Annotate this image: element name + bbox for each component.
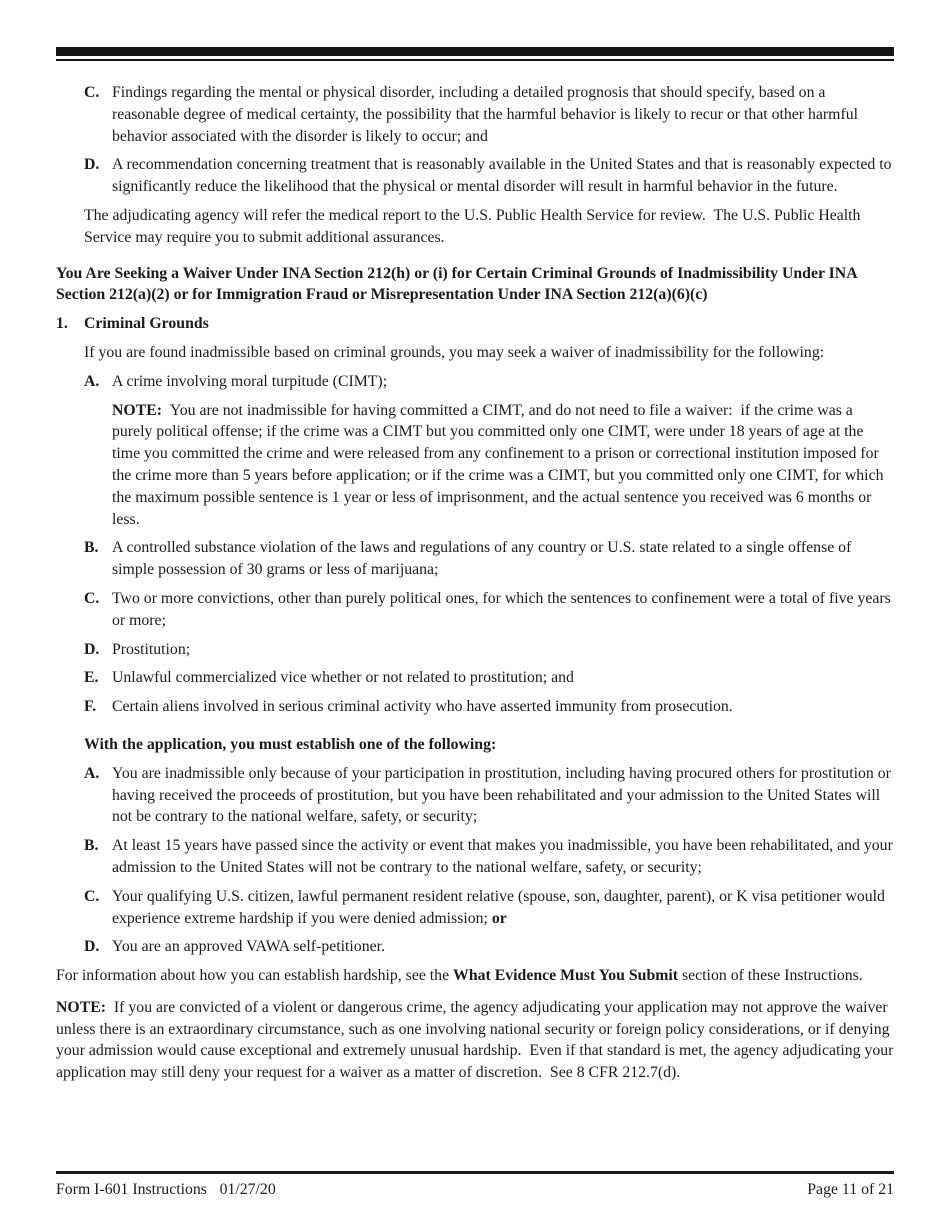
item-text: A controlled substance violation of the laws and regulations of any country or U.S. state related to a single offense of simple possession of 30 grams or less of marijuana; <box>112 539 856 579</box>
item-text: Unlawful commercialized vice whether or not related to prostitution; and <box>112 669 574 687</box>
item-text: Prostitution; <box>112 640 191 658</box>
item-number: 1. <box>56 315 68 333</box>
note-text: You are not inadmissible for having committed a CIMT, and do not need to file a waiver: if the crime was a purely political offense; if the crime was a CIMT but you committed only one CIMT, were under 18 years of age at the time you committed the crime and were released from any confinement to a prison or correctional institution imposed for the crime more than 5 years before application; or if the crime was a CIMT, but you committed only one CIMT, for which the maximum possible sentence is 1 year or less of imprisonment, and the actual sentence you received was 6 months or less. <box>112 401 888 528</box>
top-rule-thin <box>56 59 894 61</box>
medical-findings-item <box>84 82 894 147</box>
establish-item-c <box>84 886 894 930</box>
item-text: Certain aliens involved in serious criminal activity who have asserted immunity from prosecution. <box>112 698 733 716</box>
cimt-note <box>112 400 894 531</box>
item-bold-suffix: or <box>491 909 507 927</box>
section-heading: You Are Seeking a Waiver Under INA Section 212(h) or (i) for Certain Criminal Grounds of Inadmissibility Under INA Section 212(a)(2) or for Immigration Fraud or Misrepresentation Under INA Section 212(a)(6)(c) <box>56 264 861 304</box>
note-label: NOTE: <box>112 401 163 419</box>
heading-text: Criminal Grounds <box>84 315 209 333</box>
item-letter: D. <box>84 156 100 174</box>
item-letter: F. <box>84 698 97 716</box>
item-letter: C. <box>84 887 100 905</box>
item-letter: B. <box>84 837 99 855</box>
page-content <box>56 82 898 1091</box>
establish-item-a <box>84 763 894 828</box>
item-text: A recommendation concerning treatment that is reasonably available in the United States and that is reasonably expected to significantly reduce the likelihood that the physical or mental disorder will result in harmful behavior in the future. <box>112 156 896 196</box>
establish-item-b <box>84 835 897 879</box>
note-label: NOTE: <box>56 998 107 1016</box>
item-text: Two or more convictions, other than purely political ones, for which the sentences to confinement were a total of five years or more; <box>112 589 895 629</box>
item-text: You are inadmissible only because of your participation in prostitution, including having procured others for prostitution or having received the proceeds of prostitution, but you have been rehabilitated and your admission to the United States will not be contrary to the national welfare, safety, or security; <box>112 764 895 826</box>
page-footer <box>56 1171 894 1201</box>
establish-item-d <box>84 936 894 958</box>
item-letter: C. <box>84 84 100 101</box>
criminal-item-a <box>84 371 894 393</box>
criminal-item-d <box>84 639 894 661</box>
medical-referral-paragraph: The adjudicating agency will refer the medical report to the U.S. Public Health Service for review. The U.S. Public Health Service may require you to submit additional assurances. <box>84 206 865 246</box>
item-letter: A. <box>84 764 100 782</box>
item-text: Findings regarding the mental or physical disorder, including a detailed prognosis that should specify, based on a reasonable degree of medical certainty, the possibility that the harmful behavior is likely to recur or that other harmful behavior associated with the disorder is likely to occur; and <box>112 84 862 145</box>
top-rule-thick <box>56 47 894 56</box>
footer-form-id: Form I-601 Instructions 01/27/20 <box>56 1181 276 1198</box>
item-letter: C. <box>84 589 100 607</box>
item-text: A crime involving moral turpitude (CIMT); <box>112 372 388 390</box>
footer-edition-date: 01/27/20 <box>219 1181 276 1198</box>
hardship-info-paragraph: For information about how you can establish hardship, see the What Evidence Must You Submit section of these Instructions. <box>56 967 863 985</box>
medical-recommendation-item <box>84 154 894 198</box>
criminal-item-b <box>84 537 894 581</box>
criminal-grounds-intro: If you are found inadmissible based on criminal grounds, you may seek a waiver of inadmissibility for the following: <box>84 343 825 361</box>
item-text: Your qualifying U.S. citizen, lawful permanent resident relative (spouse, son, daughter, parent), or K visa petitioner would experience extreme hardship if you were denied admission; <box>112 887 889 927</box>
footer-page-number: Page 11 of 21 <box>807 1181 894 1198</box>
item-text: At least 15 years have passed since the activity or event that makes you inadmissible, you have been rehabilitated, and your admission to the United States will not be contrary to the national welfare, safety, or security; <box>112 837 897 876</box>
hardship-info-bold: What Evidence Must You Submit <box>453 967 679 985</box>
violent-crime-note <box>56 997 898 1084</box>
item-letter: A. <box>84 372 100 390</box>
item-letter: B. <box>84 539 99 557</box>
criminal-item-f <box>84 696 894 718</box>
note-text: If you are convicted of a violent or dangerous crime, the agency adjudicating your application may not approve the waiver unless there is an extraordinary circumstance, such as one involving national security or foreign policy considerations, or if denying your admission would cause exceptional and extremely unusual hardship. Even if that standard is met, the agency adjudicating your application may still deny your request for a waiver as a matter of discretion. See 8 CFR 212.7(d). <box>56 998 898 1082</box>
establish-heading: With the application, you must establish one of the following: <box>84 735 497 753</box>
item-letter: D. <box>84 640 100 658</box>
item-letter: D. <box>84 938 100 956</box>
item-text: You are an approved VAWA self-petitioner. <box>112 938 385 956</box>
criminal-grounds-heading <box>56 313 894 335</box>
criminal-item-c <box>84 588 894 632</box>
item-letter: E. <box>84 669 99 687</box>
criminal-item-e <box>84 667 894 689</box>
